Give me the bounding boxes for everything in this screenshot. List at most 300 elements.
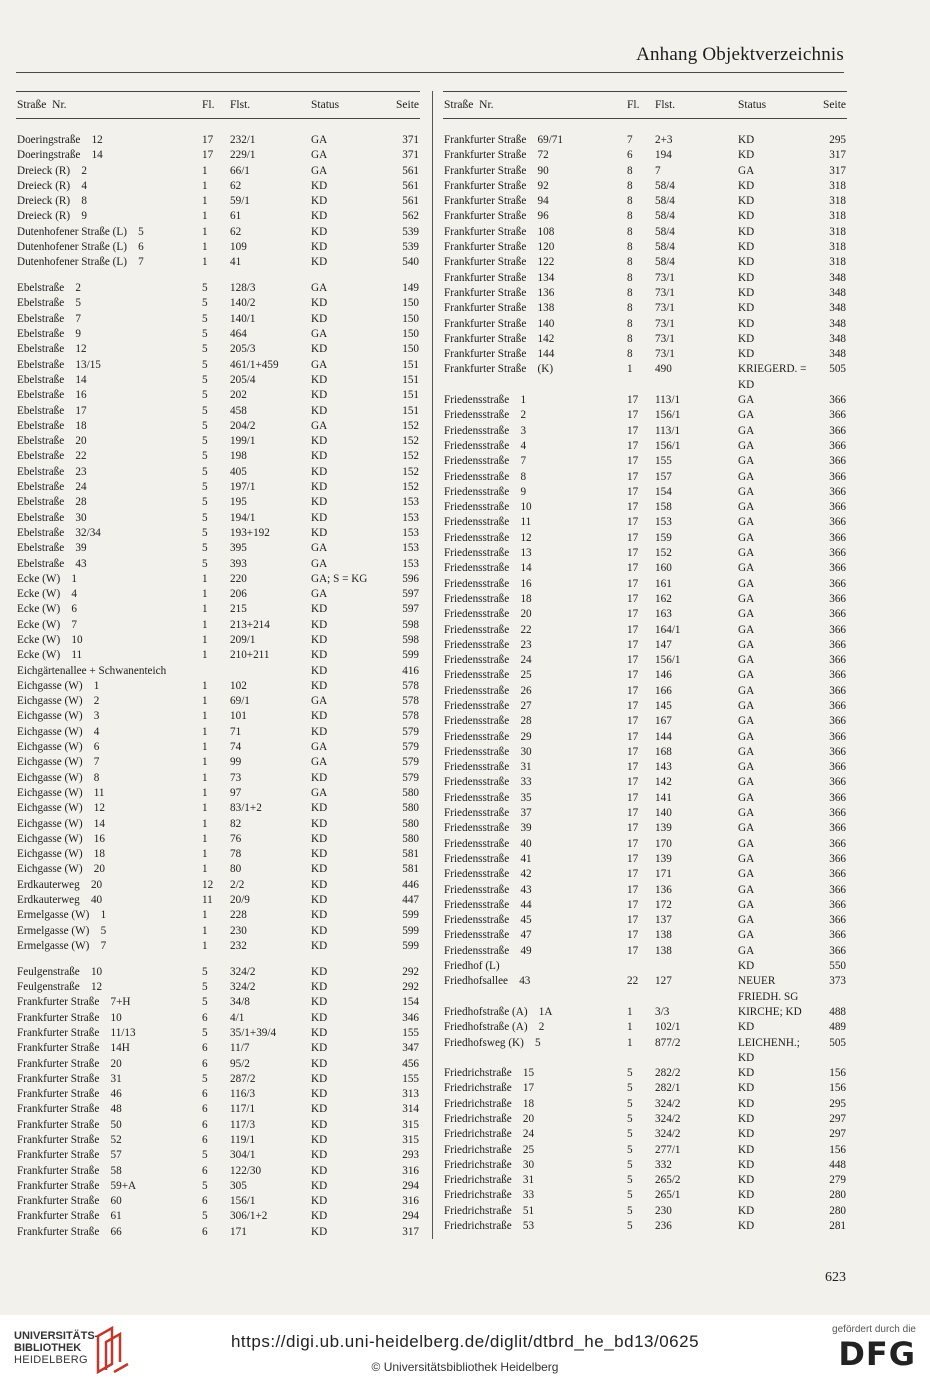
house-number: 20	[110, 1057, 122, 1070]
entry-flst: 119/1	[230, 1134, 256, 1146]
street-name: Friedrichstraße	[444, 1158, 512, 1171]
entry-seite[interactable]: 281	[829, 1220, 846, 1233]
entry-street	[17, 164, 87, 178]
entry-seite[interactable]: 152	[402, 465, 419, 478]
house-number: 48	[110, 1103, 122, 1116]
entry-seite[interactable]: 297	[829, 1128, 846, 1141]
entry-street	[444, 148, 549, 162]
entry-seite[interactable]: 292	[402, 965, 419, 978]
entry-seite[interactable]: 581	[402, 863, 419, 876]
entry-seite[interactable]: 580	[402, 817, 419, 830]
index-entry	[16, 602, 420, 617]
entry-seite[interactable]: 348	[829, 332, 846, 345]
entry-seite[interactable]: 366	[829, 577, 846, 590]
entry-seite[interactable]: 371	[402, 149, 419, 162]
index-entry	[16, 725, 420, 740]
entry-seite[interactable]: 366	[829, 531, 846, 544]
street-name: Friedensstraße	[444, 914, 510, 927]
entry-flst: 73/1	[655, 348, 675, 361]
entry-seite[interactable]: 152	[402, 450, 419, 463]
entry-seite[interactable]: 581	[402, 848, 419, 861]
entry-seite[interactable]: 348	[829, 348, 846, 361]
entry-seite[interactable]: 315	[402, 1134, 419, 1146]
entry-status: GA	[311, 741, 328, 754]
entry-seite[interactable]: 348	[829, 317, 846, 330]
dfg-logo[interactable]	[826, 1324, 916, 1371]
entry-seite[interactable]: 293	[402, 1149, 419, 1162]
entry-seite[interactable]: 152	[402, 419, 419, 432]
index-entry	[16, 541, 420, 556]
entry-seite[interactable]: 366	[829, 852, 846, 865]
entry-seite[interactable]: 297	[829, 1113, 846, 1125]
house-number: 31	[520, 761, 532, 774]
entry-fl: 17	[627, 761, 639, 774]
house-number: 24	[522, 1128, 535, 1141]
entry-fl: 6	[202, 1088, 208, 1101]
index-entry	[16, 801, 420, 816]
entry-status: GA	[311, 282, 328, 295]
entry-seite[interactable]: 150	[402, 343, 419, 356]
entry-seite[interactable]: 598	[402, 618, 419, 631]
copyright-note: © Universitätsbibliothek Heidelberg	[371, 1360, 559, 1374]
entry-street	[444, 1158, 534, 1172]
entry-seite[interactable]: 539	[402, 241, 419, 254]
entry-flst: 166	[655, 684, 672, 697]
entry-seite[interactable]: 366	[829, 501, 846, 514]
house-number: 60	[110, 1195, 122, 1208]
house-number: 31	[110, 1072, 122, 1085]
street-name: Ecke (W)	[17, 588, 61, 601]
entry-seite[interactable]: 294	[402, 1210, 419, 1223]
entry-seite[interactable]: 562	[402, 210, 419, 223]
entry-seite[interactable]: 596	[402, 572, 419, 585]
entry-seite[interactable]: 316	[402, 1164, 419, 1177]
street-name: Friedensstraße	[444, 394, 510, 407]
entry-flst: 156/1	[655, 439, 681, 452]
entry-street	[444, 1051, 455, 1065]
entry-flst: 490	[655, 363, 672, 376]
entry-seite[interactable]: 448	[829, 1158, 846, 1171]
entry-seite[interactable]: 579	[402, 725, 419, 738]
header-seite: Seite	[823, 99, 846, 111]
entry-fl: 17	[627, 745, 639, 758]
street-name: Frankfurter Straße	[17, 1179, 100, 1192]
entry-fl: 1	[202, 741, 208, 754]
entry-street	[17, 1194, 122, 1208]
street-name: Ebelstraße	[17, 419, 65, 432]
entry-status: KRIEGERD. =	[738, 363, 807, 376]
house-number: 108	[537, 225, 555, 238]
house-number: 20	[93, 863, 105, 876]
entry-seite[interactable]: 489	[829, 1021, 846, 1034]
entry-seite[interactable]: 315	[402, 1118, 419, 1131]
entry-fl: 6	[202, 1134, 208, 1146]
entry-seite[interactable]: 366	[829, 654, 846, 667]
entry-seite[interactable]: 446	[402, 878, 419, 891]
street-name: Friedrichstraße	[444, 1174, 512, 1187]
entry-street	[17, 1041, 130, 1055]
entry-seite[interactable]: 366	[829, 944, 846, 957]
entry-seite[interactable]: 292	[402, 981, 419, 994]
entry-street	[17, 893, 102, 907]
entry-seite[interactable]: 580	[402, 786, 419, 799]
header-status: Status	[311, 99, 340, 111]
entry-status: KD	[311, 909, 328, 922]
entry-seite[interactable]: 317	[402, 1225, 419, 1238]
entry-seite[interactable]: 318	[829, 225, 846, 238]
house-number: 12	[75, 343, 87, 356]
entry-street	[17, 1026, 136, 1040]
entry-seite[interactable]: 153	[402, 511, 419, 524]
source-url-link[interactable]: https://digi.ub.uni-heidelberg.de/diglit/dtbrd_he_bd13/0625	[230, 1332, 700, 1351]
entry-street	[444, 775, 532, 789]
entry-seite[interactable]: 578	[402, 710, 419, 723]
entry-seite[interactable]: 597	[402, 603, 419, 616]
entry-seite[interactable]: 540	[402, 256, 419, 269]
street-name: Frankfurter Straße	[444, 149, 527, 162]
index-entry	[443, 684, 847, 699]
entry-seite[interactable]: 561	[402, 164, 419, 177]
entry-street	[444, 454, 526, 468]
entry-seite[interactable]: 153	[402, 496, 419, 509]
entry-flst: 156/1	[655, 409, 681, 422]
entry-flst: 66/1	[230, 164, 250, 177]
index-entry	[443, 286, 847, 301]
entry-seite[interactable]: 316	[402, 1195, 419, 1208]
entry-seite[interactable]: 366	[829, 394, 846, 407]
entry-street	[444, 1020, 544, 1034]
entry-seite[interactable]: 539	[402, 225, 419, 238]
entry-fl: 5	[627, 1128, 633, 1141]
entry-seite[interactable]: 348	[829, 271, 846, 284]
house-number: 30	[520, 745, 532, 758]
street-name: Eichgasse (W)	[17, 771, 83, 784]
entry-flst: 161	[655, 577, 672, 590]
street-name: Ecke (W)	[17, 634, 61, 646]
entry-street	[444, 1188, 534, 1202]
street-name: Eichgasse (W)	[17, 695, 83, 708]
entry-street	[444, 623, 532, 637]
entry-seite[interactable]: 488	[829, 1005, 846, 1018]
entry-seite[interactable]: 505	[829, 363, 846, 376]
entry-seite[interactable]: 152	[402, 435, 419, 448]
entry-fl: 17	[627, 791, 639, 804]
entry-seite[interactable]: 366	[829, 837, 846, 850]
entry-flst: 461/1+459	[230, 358, 279, 371]
entry-seite[interactable]: 366	[829, 592, 846, 605]
entry-seite[interactable]: 366	[829, 409, 846, 422]
entry-seite[interactable]: 318	[829, 179, 846, 192]
entry-seite[interactable]: 599	[402, 939, 419, 952]
entry-status: KD	[311, 771, 328, 784]
house-number: 5	[75, 297, 81, 310]
entry-status: KD	[311, 195, 328, 208]
entry-seite[interactable]: 366	[829, 516, 846, 529]
street-name: Ebelstraße	[17, 358, 65, 371]
entry-status: KD	[738, 286, 755, 299]
entry-flst: 324/2	[230, 981, 256, 994]
entry-seite[interactable]: 318	[829, 256, 846, 269]
entry-seite[interactable]: 371	[402, 134, 419, 146]
entry-seite[interactable]: 366	[829, 470, 846, 483]
entry-seite[interactable]: 366	[829, 424, 846, 437]
entry-flst: 167	[655, 715, 672, 728]
entry-seite[interactable]: 153	[402, 526, 419, 539]
entry-seite[interactable]: 366	[829, 791, 846, 804]
house-number: 7	[71, 618, 77, 631]
index-entry	[16, 404, 420, 419]
house-number: 25	[520, 669, 532, 682]
logo-line-2: BIBLIOTHEK	[14, 1342, 82, 1354]
entry-seite[interactable]: 366	[829, 914, 846, 927]
house-number: 16	[93, 832, 105, 845]
entry-seite[interactable]: 151	[402, 373, 419, 386]
entry-flst: 198	[230, 450, 247, 463]
street-name: Frankfurter Straße	[444, 241, 527, 254]
entry-flst: 117/1	[230, 1103, 256, 1116]
house-number: 40	[520, 837, 532, 850]
entry-seite[interactable]: 366	[829, 929, 846, 942]
entry-seite[interactable]: 366	[829, 684, 846, 697]
entry-street	[444, 225, 554, 239]
entry-seite[interactable]: 561	[402, 179, 419, 192]
entry-seite[interactable]: 366	[829, 669, 846, 682]
index-entry	[443, 1127, 847, 1142]
entry-street	[17, 648, 82, 662]
entry-seite[interactable]: 314	[402, 1103, 419, 1116]
entry-seite[interactable]: 578	[402, 695, 419, 708]
entry-seite[interactable]: 366	[829, 822, 846, 835]
house-number: 8	[81, 195, 87, 208]
house-number: 2	[93, 695, 100, 708]
entry-seite[interactable]: 151	[402, 389, 419, 402]
column-header	[443, 99, 847, 113]
entry-seite[interactable]: 317	[829, 164, 846, 177]
entry-seite[interactable]: 318	[829, 195, 846, 208]
street-name: Friedensstraße	[444, 837, 510, 850]
entry-seite[interactable]: 597	[402, 588, 419, 601]
index-entry	[16, 419, 420, 434]
house-number: 39	[75, 542, 87, 555]
entry-seite[interactable]: 505	[829, 1036, 846, 1049]
entry-seite[interactable]: 366	[829, 608, 846, 621]
entry-fl: 6	[202, 1195, 208, 1208]
entry-seite[interactable]: 579	[402, 756, 419, 769]
entry-seite[interactable]: 366	[829, 623, 846, 636]
entry-seite[interactable]: 347	[402, 1042, 419, 1055]
entry-seite[interactable]: 598	[402, 634, 419, 646]
entry-seite[interactable]: 366	[829, 439, 846, 452]
house-number: 14	[520, 562, 532, 575]
entry-seite[interactable]: 150	[402, 312, 419, 325]
index-entry	[443, 638, 847, 653]
house-number: 14	[93, 817, 105, 830]
entry-fl: 1	[202, 832, 208, 845]
entry-status: GA	[311, 164, 328, 177]
entry-flst: 101	[230, 710, 247, 723]
entry-flst: 58/4	[655, 210, 675, 223]
entry-seite[interactable]: 366	[829, 455, 846, 468]
entry-seite[interactable]: 318	[829, 210, 846, 223]
street-name: Ebelstraße	[17, 511, 65, 524]
entry-seite[interactable]: 366	[829, 761, 846, 774]
entry-seite[interactable]: 366	[829, 485, 846, 498]
entry-seite[interactable]: 156	[829, 1143, 846, 1156]
house-number: 7	[100, 939, 107, 952]
entry-flst: 61	[230, 210, 242, 223]
entry-seite[interactable]: 150	[402, 297, 419, 310]
entry-seite[interactable]: 599	[402, 909, 419, 922]
entry-fl: 17	[627, 501, 639, 514]
entry-seite[interactable]: 561	[402, 195, 419, 208]
entry-seite[interactable]: 456	[402, 1057, 419, 1070]
entry-status: GA	[311, 786, 328, 799]
entry-fl: 1	[202, 210, 208, 223]
entry-seite[interactable]: 348	[829, 302, 846, 315]
entry-seite[interactable]: 366	[829, 807, 846, 820]
entry-seite[interactable]: 151	[402, 358, 419, 371]
entry-status: KD	[738, 149, 755, 162]
entry-flst: 113/1	[655, 424, 681, 437]
entry-seite[interactable]: 366	[829, 868, 846, 881]
house-number: 120	[537, 241, 555, 254]
entry-flst: 140/1	[230, 312, 256, 325]
index-entry	[443, 653, 847, 668]
house-number: 144	[537, 348, 555, 361]
entry-seite[interactable]: 366	[829, 638, 846, 651]
entry-seite[interactable]: 550	[829, 960, 846, 973]
house-number: 2	[520, 409, 527, 422]
entry-seite[interactable]: 294	[402, 1179, 419, 1192]
entry-seite[interactable]: 152	[402, 481, 419, 494]
entry-fl: 17	[627, 776, 639, 789]
entry-fl: 8	[627, 286, 633, 299]
entry-seite[interactable]: 153	[402, 542, 419, 555]
street-name: Ermelgasse (W)	[17, 909, 90, 922]
index-entry	[443, 577, 847, 592]
index-entry	[16, 786, 420, 801]
entry-seite[interactable]: 373	[829, 975, 846, 988]
entry-seite[interactable]: 366	[829, 745, 846, 758]
entry-seite[interactable]: 366	[829, 562, 846, 575]
entry-status: KD	[738, 1143, 755, 1156]
entry-seite[interactable]: 149	[402, 282, 419, 295]
entry-seite[interactable]: 318	[829, 241, 846, 254]
entry-seite[interactable]: 154	[402, 996, 419, 1009]
entry-seite[interactable]: 295	[829, 134, 846, 146]
index-entry	[443, 515, 847, 530]
entry-status: KD	[738, 1220, 755, 1233]
entry-seite[interactable]: 280	[829, 1189, 846, 1202]
entry-seite[interactable]: 366	[829, 547, 846, 560]
entry-fl: 5	[627, 1158, 633, 1171]
entry-seite[interactable]: 155	[402, 1026, 419, 1039]
entry-fl: 8	[627, 195, 633, 208]
street-name: Ecke (W)	[17, 618, 61, 631]
entry-seite[interactable]: 580	[402, 802, 419, 815]
entry-seite[interactable]: 279	[829, 1174, 846, 1187]
street-name: Friedensstraße	[444, 776, 510, 789]
house-number: 12	[93, 802, 105, 815]
entry-seite[interactable]: 578	[402, 679, 419, 692]
index-entry	[16, 1164, 420, 1179]
street-name: Friedhofstraße (A)	[444, 1021, 528, 1034]
entry-seite[interactable]: 579	[402, 741, 419, 754]
entry-status: KD	[311, 256, 328, 269]
entry-fl: 1	[202, 802, 208, 815]
street-name: Friedensstraße	[444, 883, 510, 896]
entry-street	[17, 572, 77, 586]
street-name: Friedensstraße	[444, 439, 510, 452]
entry-seite[interactable]: 580	[402, 832, 419, 845]
street-name: Ermelgasse (W)	[17, 924, 90, 937]
entry-seite[interactable]: 599	[402, 924, 419, 937]
entry-seite[interactable]: 366	[829, 898, 846, 911]
entry-seite[interactable]: 579	[402, 771, 419, 784]
entry-seite[interactable]: 153	[402, 557, 419, 570]
street-name: Eichgasse (W)	[17, 848, 83, 861]
house-number: 9	[520, 485, 527, 498]
entry-status: GA	[311, 328, 328, 341]
entry-fl: 5	[202, 282, 208, 295]
index-entry	[443, 347, 847, 362]
entry-seite[interactable]: 366	[829, 730, 846, 743]
entry-seite[interactable]: 313	[402, 1088, 419, 1101]
entry-street	[444, 1036, 541, 1050]
house-number: (K)	[537, 363, 554, 376]
entry-fl: 6	[202, 1011, 208, 1024]
entry-fl: 17	[202, 149, 214, 162]
entry-street	[444, 332, 554, 346]
entry-seite[interactable]: 156	[829, 1082, 846, 1095]
house-number: 7+H	[110, 996, 131, 1009]
entry-fl: 8	[627, 271, 633, 284]
entry-seite[interactable]: 155	[402, 1072, 419, 1085]
entry-seite[interactable]: 366	[829, 776, 846, 789]
entry-status: KD	[738, 378, 755, 391]
entry-seite[interactable]: 346	[402, 1011, 419, 1024]
entry-status: KD	[311, 1072, 328, 1085]
index-entry	[443, 408, 847, 423]
entry-seite[interactable]: 447	[402, 894, 419, 907]
entry-seite[interactable]: 150	[402, 328, 419, 341]
entry-fl: 8	[627, 210, 633, 223]
entry-seite[interactable]: 280	[829, 1204, 846, 1217]
street-name: Feulgenstraße	[17, 965, 80, 978]
index-entry	[443, 623, 847, 638]
entry-flst: 193+192	[230, 526, 270, 539]
entry-flst: 69/1	[230, 695, 250, 708]
entry-seite[interactable]: 599	[402, 649, 419, 662]
entry-fl: 5	[202, 343, 208, 356]
entry-seite[interactable]: 151	[402, 404, 419, 417]
index-entry	[443, 883, 847, 898]
entry-seite[interactable]: 366	[829, 883, 846, 896]
street-name: Frankfurter Straße	[444, 271, 527, 284]
entry-street	[444, 1143, 534, 1157]
entry-seite[interactable]: 348	[829, 286, 846, 299]
entry-seite[interactable]: 366	[829, 699, 846, 712]
entry-seite[interactable]: 366	[829, 715, 846, 728]
entry-flst: 405	[230, 465, 247, 478]
index-entry	[16, 465, 420, 480]
entry-seite[interactable]: 156	[829, 1067, 846, 1080]
entry-seite[interactable]: 317	[829, 149, 846, 162]
entry-street	[444, 378, 455, 392]
entry-status: KD	[311, 179, 328, 192]
entry-seite[interactable]: 416	[402, 664, 419, 677]
entry-seite[interactable]: 295	[829, 1097, 846, 1110]
